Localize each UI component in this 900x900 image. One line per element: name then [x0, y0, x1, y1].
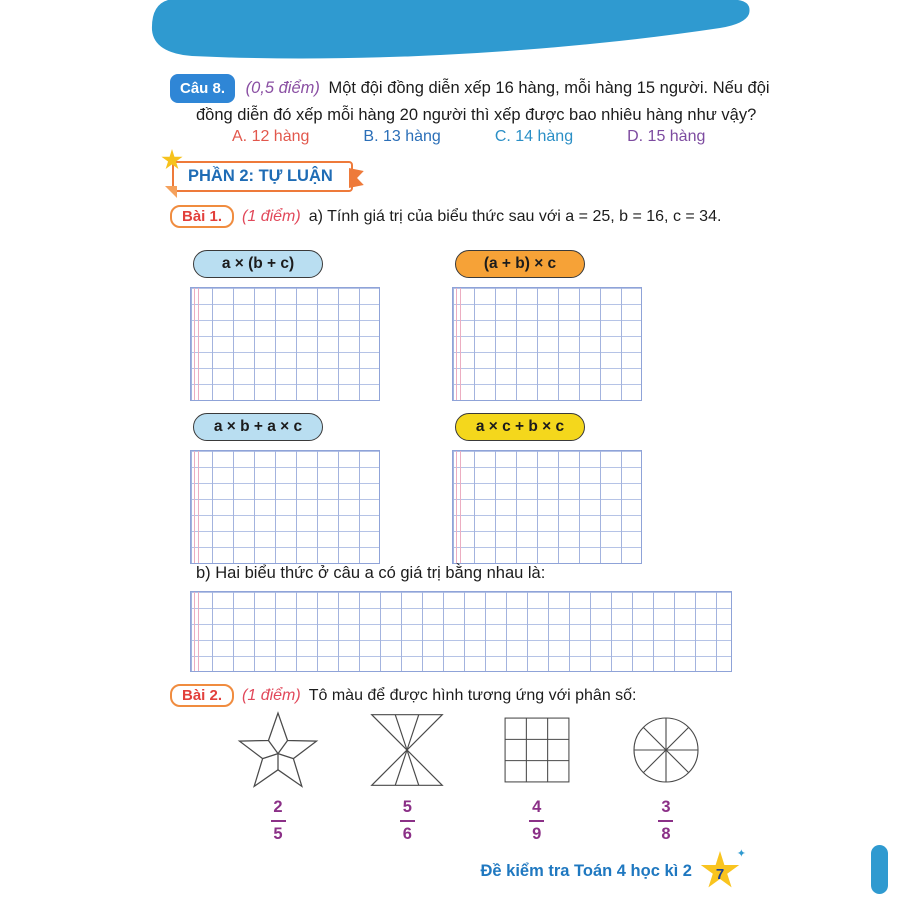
fraction-3-8: [658, 798, 673, 844]
exercise-1-header: [170, 205, 721, 228]
denominator: 8: [661, 825, 671, 843]
question-8-points: (0,5 điểm): [245, 79, 320, 97]
sparkle-icon: ✦: [736, 848, 746, 860]
star-icon: [161, 149, 183, 171]
question-8-text: Một đội đồng diễn xếp 16 hàng, mỗi hàng 15 người. Nếu đội đồng diễn đó xếp mỗi hàng 20 người thì xếp được bao nhiêu hàng như vậy?: [196, 79, 770, 124]
footer-title: Đề kiểm tra Toán 4 học kì 2: [480, 861, 692, 880]
exercise-1-points: (1 điểm): [242, 207, 301, 225]
fraction-cell-1: [228, 798, 328, 844]
square-grid-shape-icon: [499, 712, 575, 788]
exercise-2-text: Tô màu để được hình tương ứng với phân số:: [308, 686, 637, 704]
section-2-banner: [172, 161, 353, 192]
fraction-4-9: [529, 798, 544, 844]
circle-shape-icon: [626, 710, 706, 790]
exercise-1-part-b-text: b) Hai biểu thức ở câu a có giá trị bằng nhau là:: [196, 564, 546, 582]
answer-grid-part-b: [190, 591, 732, 672]
answer-grid-4: [452, 450, 642, 564]
page-number: 7: [715, 865, 725, 883]
section-2-title: PHẦN 2: TỰ LUẬN: [188, 167, 333, 185]
numerator: 5: [402, 798, 412, 816]
option-a: A. 12 hàng: [232, 128, 310, 145]
fraction-cell-2: [357, 798, 457, 844]
exercise-2-header: [170, 684, 637, 707]
page-number-star: [700, 848, 746, 891]
triangles-shape-icon: [365, 706, 449, 794]
option-c: C. 14 hàng: [494, 128, 574, 145]
fraction-cell-3: [487, 798, 587, 844]
exercise-1-badge: Bài 1.: [170, 205, 234, 228]
numerator: 2: [273, 798, 283, 816]
top-wave-decoration: [0, 0, 900, 70]
numerator: 3: [661, 798, 671, 816]
answer-grid-3: [190, 450, 380, 564]
fraction-cell-4: [616, 798, 716, 844]
fraction-bar: [400, 820, 415, 822]
question-8-options: [170, 128, 705, 146]
square-9-parts-shape: [487, 705, 587, 795]
exercise-2-shapes: [228, 705, 716, 795]
exercise-2-points: (1 điểm): [242, 686, 301, 704]
answer-grid-1: [190, 287, 380, 401]
expression-label-4: a × c + b × c: [455, 413, 585, 441]
denominator: 5: [273, 825, 283, 843]
exercise-1-part-a-text: a) Tính giá trị của biểu thức sau với a = 25, b = 16, c = 34.: [308, 207, 722, 225]
question-8: [170, 74, 788, 128]
expression-label-1: a × (b + c): [193, 250, 323, 278]
exercise-2-badge: Bài 2.: [170, 684, 234, 707]
star-shape-icon: [233, 705, 323, 795]
page-edge-decoration: [871, 845, 888, 894]
fraction-bar: [529, 820, 544, 822]
circle-8-sectors-shape: [616, 705, 716, 795]
option-b: B. 13 hàng: [363, 128, 441, 145]
numerator: 4: [532, 798, 542, 816]
fraction-5-6: [400, 798, 415, 844]
triangles-6-parts-shape: [357, 705, 457, 795]
star-5-parts-shape: [228, 705, 328, 795]
fraction-2-5: [271, 798, 286, 844]
expression-label-2: (a + b) × c: [455, 250, 585, 278]
denominator: 9: [532, 825, 542, 843]
page-footer: [400, 848, 746, 891]
fraction-bar: [658, 820, 673, 822]
option-d: D. 15 hàng: [627, 128, 706, 145]
answer-grid-2: [452, 287, 642, 401]
exercise-2-fractions: [228, 798, 716, 844]
denominator: 6: [402, 825, 412, 843]
fraction-bar: [271, 820, 286, 822]
question-8-badge: Câu 8.: [170, 74, 235, 103]
expression-label-3: a × b + a × c: [193, 413, 323, 441]
